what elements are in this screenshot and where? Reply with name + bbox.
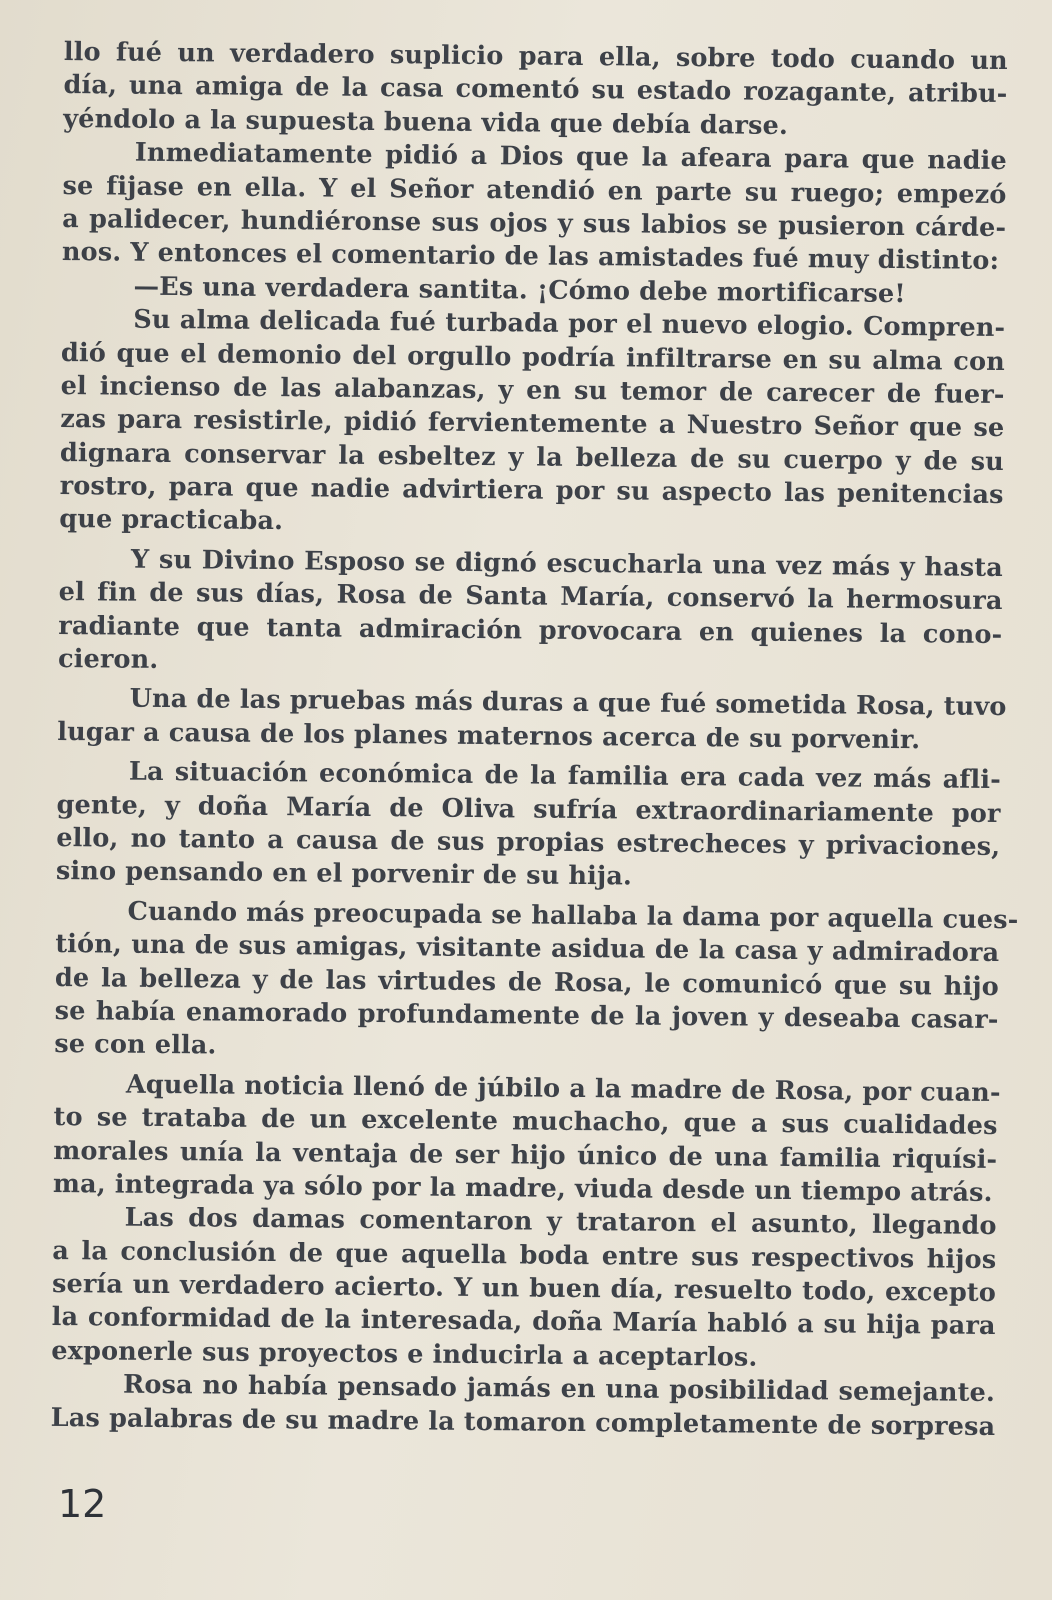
text-line: sino pensando en el porvenir de su hija. — [55, 856, 633, 892]
text-line: Su alma delicada fué turbada por el nuevo elogio. Compren- — [133, 304, 1006, 344]
text-line: —Es una verdadera santita. ¡Cómo debe mortificarse! — [133, 271, 906, 309]
paragraph — [51, 1201, 997, 1377]
paragraph — [54, 895, 1019, 1071]
text-line: sería un verdadero acierto. Y un buen día, resuelto todo, excepto — [51, 1269, 997, 1309]
text-line: morales unía la ventaja de ser hijo único de una familia riquísi- — [53, 1135, 998, 1175]
text-line: Las palabras de su madre la tomaron completamente de sorpresa — [50, 1402, 996, 1442]
text-line: La situación económica de la familia era cada vez más afli- — [128, 756, 1002, 796]
paragraph — [51, 1368, 996, 1444]
text-line: dió que el demonio del orgullo podría infiltrarse en su alma con — [60, 337, 1006, 377]
paragraph — [58, 543, 1003, 686]
paragraph — [57, 682, 1007, 758]
text-line: to se trataba de un excelente muchacho, que a sus cualidades — [53, 1102, 998, 1142]
text-line: se con ella. — [54, 1029, 217, 1061]
paragraph — [59, 303, 1005, 546]
text-line: la conformidad de la interesada, doña María habló a su hija para — [51, 1302, 996, 1342]
text-line: Cuando más preocupada se hallaba la dama por aquella cues- — [127, 896, 1019, 935]
paragraph — [56, 755, 1001, 898]
text-line: ma, integrada ya sólo por la madre, viuda desde un tiempo atrás. — [52, 1168, 993, 1208]
text-line: Y su Divino Esposo se dignó escucharla una vez más y hasta — [130, 544, 1004, 583]
text-line: el incienso de las alabanzas, y en su temor de carecer de fuer- — [60, 370, 1005, 410]
text-line: cieron. — [57, 644, 159, 675]
paragraph — [63, 36, 1008, 145]
text-line: Aquella noticia llenó de júbilo a la madre de Rosa, por cuan- — [125, 1069, 1001, 1108]
text-line: a la conclusión de que aquella boda entre sus respectivos hijos — [52, 1235, 997, 1275]
text-line: zas para resistirle, pidió fervientemente a Nuestro Señor que se — [60, 404, 1005, 444]
text-line: rostro, para que nadie advirtiera por su aspecto las penitencias — [59, 471, 1004, 511]
text-line: llo fué un verdadero suplicio para ella, sobre todo cuando un — [63, 36, 1008, 77]
text-line: exponerle sus proyectos e inducirla a aceptarlos. — [51, 1335, 758, 1373]
text-line: radiante que tanta admiración provocara en quienes la cono- — [58, 610, 1003, 650]
text-line: a palidecer, hundiéronse sus ojos y sus labios se pusieron cárde- — [62, 203, 1007, 244]
text-line: Rosa no había pensado jamás en una posibilidad semejante. — [122, 1369, 996, 1409]
text-line: lugar a causa de los planes maternos acerca de su porvenir. — [57, 716, 921, 756]
text-line: gente, y doña María de Oliva sufría extraordinariamente por — [56, 789, 1001, 829]
text-line: se fijase en ella. Y el Señor atendió en parte su ruego; empezó — [62, 170, 1007, 210]
paragraph — [62, 136, 1007, 279]
text-line: ello, no tanto a causa de sus propias estrecheces y privaciones, — [56, 822, 1001, 863]
text-line: Inmediatamente pidió a Dios que la afeara para que nadie — [134, 137, 1007, 177]
text-line: dignara conservar la esbeltez y la belleza de su cuerpo y de su — [59, 437, 1005, 477]
text-line: se había enamorado profundamente de la joven y deseaba casar- — [54, 995, 999, 1035]
text-line: que practicaba. — [59, 504, 284, 537]
paragraph — [52, 1068, 1001, 1211]
text-line: de la belleza y de las virtudes de Rosa, le comunicó que su hijo — [54, 962, 1000, 1002]
text-line: tión, una de sus amigas, visitante asidua de la casa y admiradora — [55, 929, 1000, 969]
text-line: yéndolo a la supuesta buena vida que debía darse. — [63, 103, 789, 141]
text-line: el fin de sus días, Rosa de Santa María, conservó la hermosura — [58, 577, 1003, 617]
text-line: Las dos damas comentaron y trataron el asunto, llegando — [124, 1202, 997, 1242]
text-line: nos. Y entonces el comentario de las amistades fué muy distinto: — [61, 237, 1000, 277]
page-number: 12 — [58, 1482, 107, 1526]
text-line: Una de las pruebas más duras a que fué sometida Rosa, tuvo — [129, 684, 1007, 723]
page-body-text — [50, 36, 1019, 1444]
text-line: día, una amiga de la casa comentó su estado rozagante, atribu- — [63, 70, 1008, 110]
